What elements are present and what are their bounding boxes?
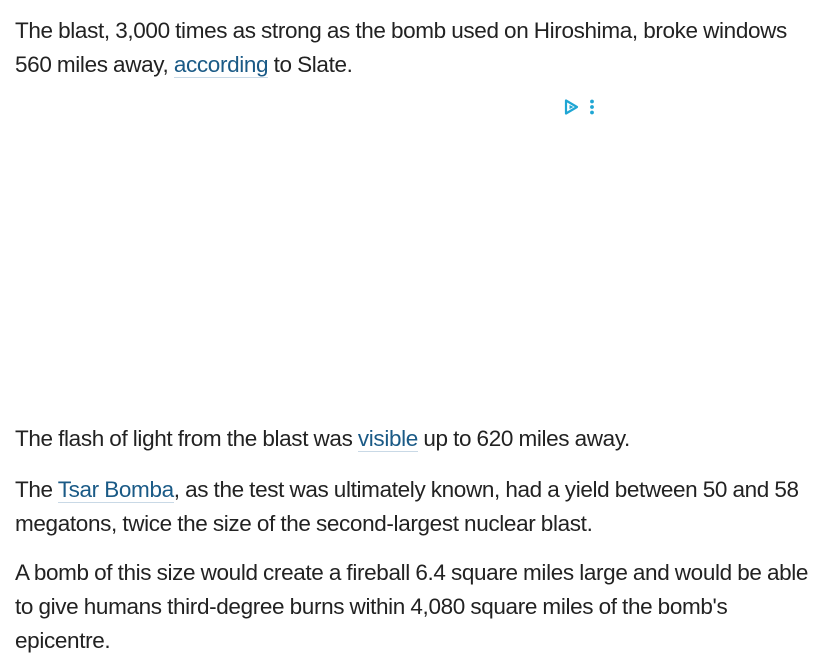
paragraph-fireball (15, 556, 825, 658)
paragraph-tsar-bomba-text-end: , as the test was ultimately known, had a yield between 50 and 58 megatons, twice the size of the second-largest nuclear blast. (15, 477, 799, 536)
ad-choices-svg (563, 98, 597, 116)
ad-slot (15, 90, 605, 400)
link-visible[interactable]: visible (357, 426, 418, 451)
paragraph-flash-text-start: The flash of light from the blast was (15, 426, 358, 451)
paragraph-blast-text-start: The blast, 3,000 times as strong as the bomb used on Hiroshima, broke windows 560 miles away, (15, 18, 787, 77)
paragraph-fireball-text: A bomb of this size would create a fireball 6.4 square miles large and would be able to give humans third-degree burns within 4,080 square miles of the bomb's epicentre. (15, 560, 809, 653)
paragraph-tsar-bomba-text-start: The (15, 477, 58, 502)
paragraph-flash-text-end: up to 620 miles away. (417, 426, 630, 451)
kebab-menu-icon[interactable] (590, 100, 594, 115)
link-tsar-bomba[interactable]: Tsar Bomba (57, 477, 174, 502)
paragraph-blast (15, 14, 825, 82)
paragraph-blast-text-end: to Slate. (268, 52, 353, 77)
link-according[interactable]: according (173, 52, 269, 77)
adchoices-play-icon[interactable] (566, 101, 577, 114)
ad-choices[interactable] (563, 98, 597, 116)
paragraph-flash (15, 422, 825, 456)
paragraph-tsar-bomba (15, 473, 825, 541)
